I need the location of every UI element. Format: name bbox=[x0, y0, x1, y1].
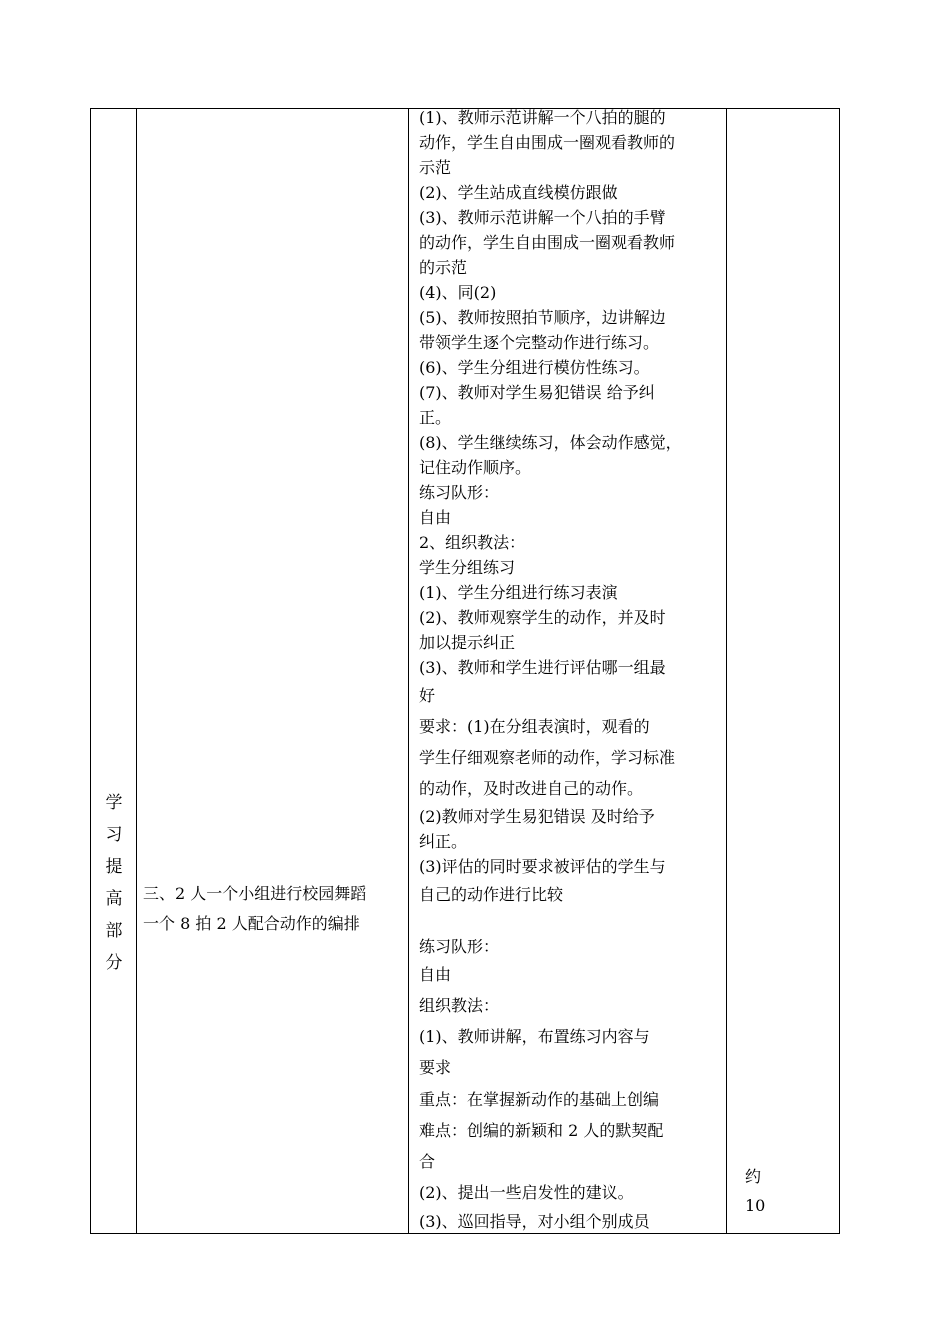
section-char: 学 bbox=[105, 793, 123, 813]
content-line: 学生分组练习 bbox=[419, 558, 516, 577]
time-line: 10 bbox=[745, 1196, 766, 1215]
content-line: (3)、教师和学生进行评估哪一组最 bbox=[419, 658, 666, 677]
content-line: 示范 bbox=[419, 158, 452, 177]
content-line: (2)、教师观察学生的动作，并及时 bbox=[419, 608, 666, 627]
content-line: (1)、教师示范讲解一个八拍的腿的 bbox=[419, 108, 666, 127]
content-line: 组织教法： bbox=[419, 996, 500, 1015]
content-line: 加以提示纠正 bbox=[419, 633, 516, 652]
content-line: 正。 bbox=[419, 408, 452, 427]
content-line: 合 bbox=[419, 1152, 436, 1171]
time-column bbox=[727, 109, 841, 1233]
content-line: (1)、教师讲解，布置练习内容与 bbox=[419, 1027, 650, 1046]
content-line: (2)、学生站成直线模仿跟做 bbox=[419, 183, 618, 202]
content-line: (2)、提出一些启发性的建议。 bbox=[419, 1183, 634, 1202]
content-line: 记住动作顺序。 bbox=[419, 458, 532, 477]
content-line: (8)、学生继续练习，体会动作感觉， bbox=[419, 433, 682, 452]
content-line: (3)、教师示范讲解一个八拍的手臂 bbox=[419, 208, 666, 227]
content-line: (6)、学生分组进行模仿性练习。 bbox=[419, 358, 650, 377]
content-line: 的示范 bbox=[419, 258, 468, 277]
section-char: 高 bbox=[105, 889, 123, 909]
content-line: (3)、巡回指导，对小组个别成员 bbox=[419, 1212, 650, 1231]
content-line: 动作，学生自由围成一圈观看教师的 bbox=[419, 133, 676, 152]
content-text bbox=[419, 105, 720, 1236]
content-line: 带领学生逐个完整动作进行练习。 bbox=[419, 333, 660, 352]
topic-column bbox=[137, 109, 409, 1233]
content-line: 好 bbox=[419, 686, 436, 705]
content-line: 自由 bbox=[419, 965, 452, 984]
content-line: 练习队形： bbox=[419, 937, 500, 956]
section-char: 提 bbox=[105, 857, 123, 877]
content-line: (3)评估的同时要求被评估的学生与 bbox=[419, 857, 666, 876]
content-line: (5)、教师按照拍节顺序，边讲解边 bbox=[419, 308, 666, 327]
content-line: 重点：在掌握新动作的基础上创编 bbox=[419, 1090, 660, 1109]
content-line: 2、组织教法： bbox=[419, 533, 526, 552]
content-line: (7)、教师对学生易犯错误 给予纠 bbox=[419, 383, 655, 402]
content-line: 自己的动作进行比较 bbox=[419, 885, 564, 904]
content-line: 的动作，学生自由围成一圈观看教师 bbox=[419, 233, 676, 252]
content-line: (4)、同(2) bbox=[419, 283, 497, 302]
content-line: 难点：创编的新颖和 2 人的默契配 bbox=[419, 1121, 664, 1140]
section-char: 习 bbox=[105, 825, 123, 845]
content-line bbox=[419, 911, 720, 934]
content-column bbox=[409, 109, 727, 1233]
section-char: 部 bbox=[105, 921, 123, 941]
topic-text bbox=[143, 879, 404, 939]
content-line: 要求 bbox=[419, 1058, 452, 1077]
content-line: (2)教师对学生易犯错误 及时给予 bbox=[419, 807, 655, 826]
content-line: 要求：(1)在分组表演时，观看的 bbox=[419, 717, 650, 736]
time-text bbox=[745, 1162, 765, 1220]
topic-line: 一个 8 拍 2 人配合动作的编排 bbox=[143, 914, 360, 933]
content-line: (1)、学生分组进行练习表演 bbox=[419, 583, 618, 602]
content-line: 自由 bbox=[419, 508, 452, 527]
content-line: 学生仔细观察老师的动作，学习标准 bbox=[419, 748, 676, 767]
section-column bbox=[91, 109, 137, 1233]
content-line: 纠正。 bbox=[419, 832, 468, 851]
time-line: 约 bbox=[745, 1167, 762, 1186]
lesson-plan-table bbox=[90, 108, 840, 1234]
section-label bbox=[91, 787, 137, 979]
content-line: 的动作，及时改进自己的动作。 bbox=[419, 779, 644, 798]
section-char: 分 bbox=[105, 953, 123, 973]
topic-line: 三、2 人一个小组进行校园舞蹈 bbox=[143, 884, 367, 903]
content-line: 练习队形： bbox=[419, 483, 500, 502]
